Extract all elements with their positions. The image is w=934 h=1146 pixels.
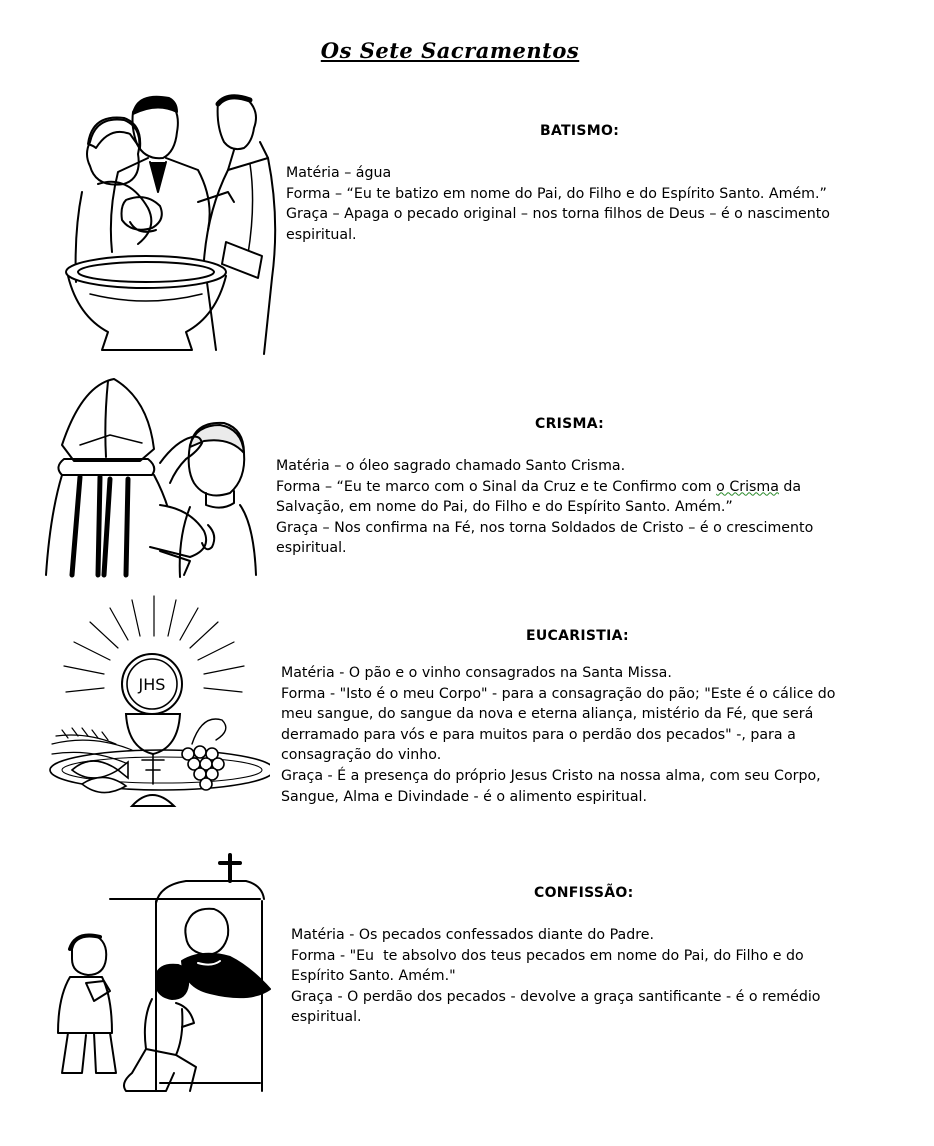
materia-line: Matéria – o óleo sagrado chamado Santo Crisma. (276, 458, 626, 474)
section-text-eucaristia (281, 663, 871, 807)
forma-text-end: da Salvação, em nome do Pai, do Filho e do Espírito Santo. Amém.” (276, 478, 806, 516)
section-text-crisma (276, 456, 836, 559)
graca-line: Graça - O perdão dos pecados - devolve a graça santificante - é o remédio espiritual. (291, 988, 826, 1026)
section-heading-batismo: BATISMO: (540, 123, 620, 139)
confirmation-illustration (40, 375, 260, 580)
graca-line: Graça – Nos confirma na Fé, nos torna Soldados de Cristo – é o crescimento espiritual. (276, 519, 818, 557)
graca-line: Graça – Apaga o pecado original – nos torna filhos de Deus – é o nascimento espiritual. (286, 206, 835, 243)
forma-line: Forma - "Eu te absolvo dos teus pecados em nome do Pai, do Filho e do Espírito Santo. Amém." (291, 947, 809, 985)
spellcheck-marked-text: o Crisma (716, 478, 779, 495)
section-heading-eucaristia: EUCARISTIA: (526, 628, 629, 644)
eucharist-illustration (42, 594, 270, 819)
baptism-illustration (38, 72, 288, 355)
materia-line: Matéria - Os pecados confessados diante do Padre. (291, 927, 654, 943)
page-title: Os Sete Sacramentos (320, 38, 580, 63)
section-text-batismo (286, 163, 886, 245)
forma-line (276, 477, 836, 518)
forma-text-start: Forma – “Eu te marco com o Sinal da Cruz e te Confirmo com (276, 478, 717, 495)
materia-line: Matéria – água (286, 165, 392, 181)
host-monogram: JHS (138, 675, 166, 694)
section-heading-confissao: CONFISSÃO: (534, 885, 634, 901)
section-heading-crisma: CRISMA: (535, 416, 605, 432)
materia-line: Matéria - O pão e o vinho consagrados na Santa Missa. (281, 665, 672, 681)
forma-line: Forma - "Isto é o meu Corpo" - para a consagração do pão; "Este é o cálice do meu sangue, do sangue da nova e eterna aliança, mistério da Fé, que será derramado para vós e para muitos para o perdão dos pecados" -, para a consagração do vinho. (281, 685, 840, 764)
section-text-confissao (291, 925, 851, 1028)
confession-illustration (50, 853, 276, 1098)
forma-line: Forma – “Eu te batizo em nome do Pai, do Filho e do Espírito Santo. Amém.” (286, 185, 827, 202)
graca-line: Graça - É a presença do próprio Jesus Cristo na nossa alma, com seu Corpo, Sangue, Alma e Divindade - é o alimento espiritual. (281, 767, 826, 805)
